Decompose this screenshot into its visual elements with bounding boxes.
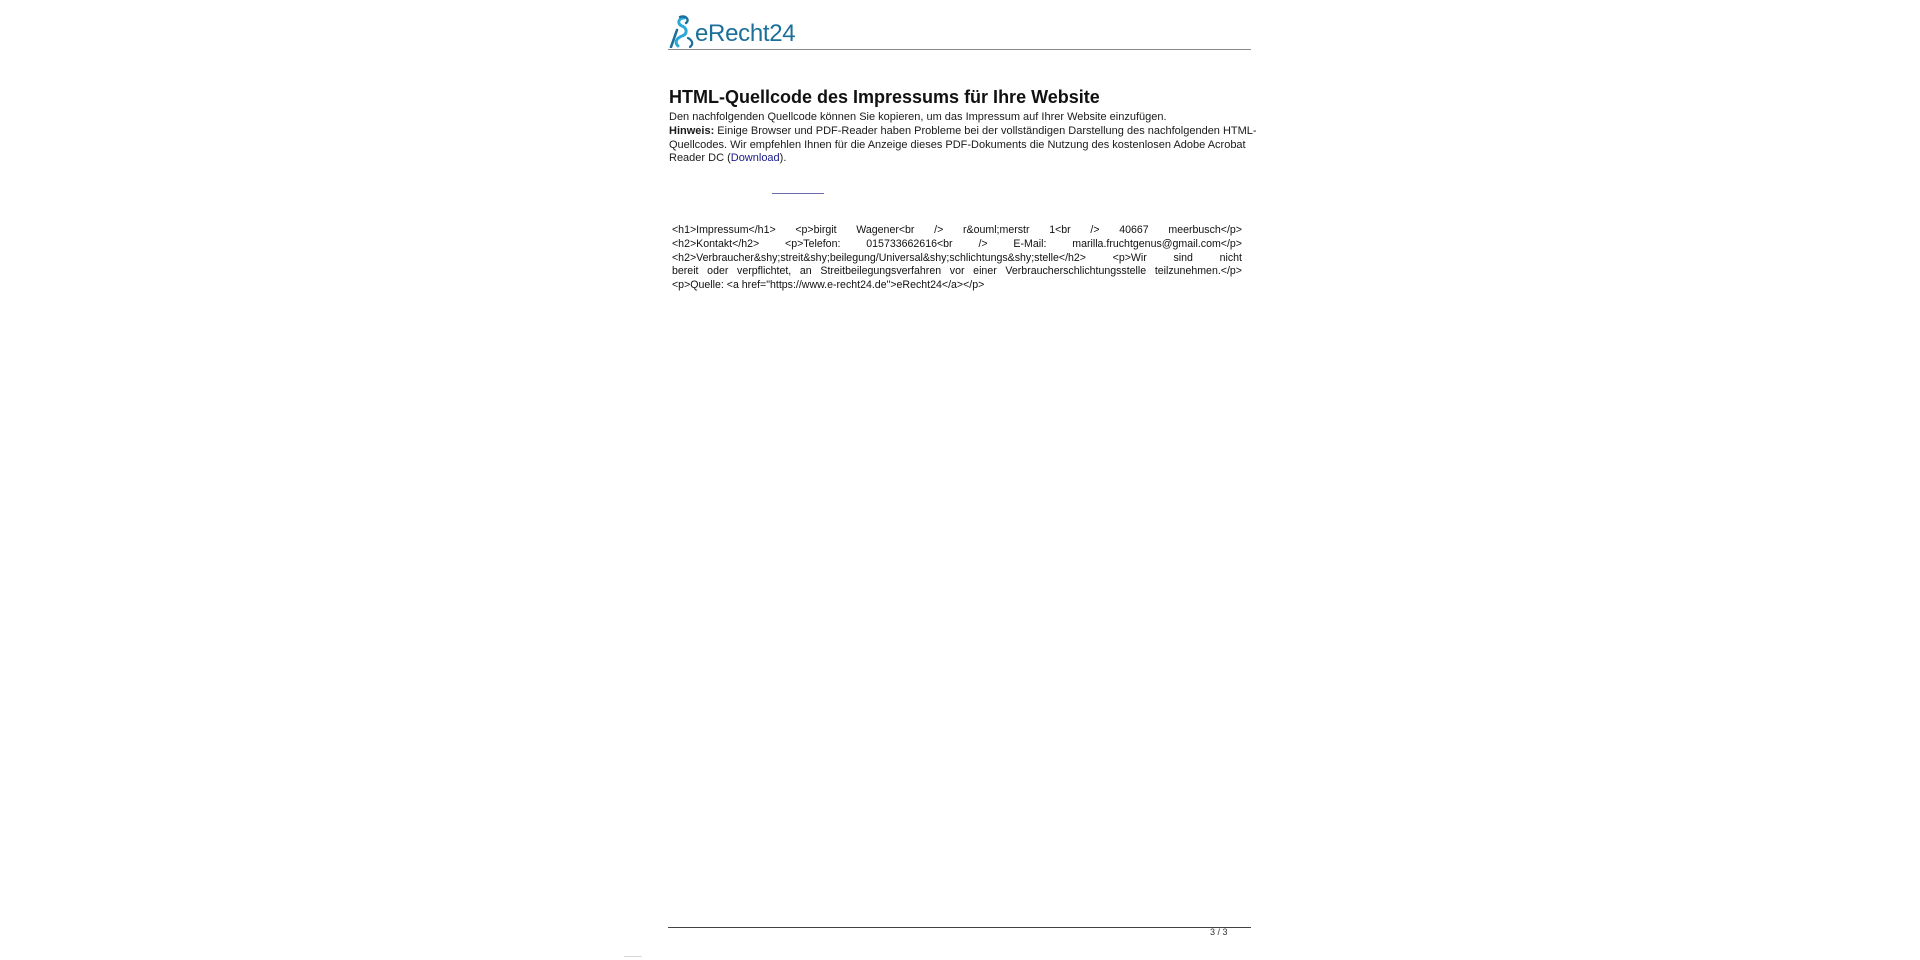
hint-end: ). — [779, 152, 787, 165]
page-edge-mark — [624, 956, 642, 957]
code-line: <h2>Kontakt</h2> <p>Telefon: 015733662616<br /> E-Mail: marilla.fruchtgenus@gmail.com</p> — [672, 237, 1242, 250]
page-title: HTML-Quellcode des Impressums für Ihre Website — [669, 87, 1100, 107]
header-divider — [668, 49, 1251, 50]
page-number: 3 / 3 — [1210, 927, 1228, 937]
logo-text: eRecht24 — [695, 20, 796, 47]
hint-label: Hinweis: — [669, 124, 715, 137]
html-source-code-block — [672, 224, 1242, 293]
link-underline-rule — [772, 193, 824, 194]
download-link[interactable]: Download — [730, 152, 780, 165]
code-line: <h1>Impressum</h1> <p>birgit Wagener<br /> r&ouml;merstr 1<br /> 40667 meerbusch</p> — [672, 224, 1242, 236]
code-line: <p>Quelle: <a href="https://www.e-recht24.de">eRecht24</a></p> — [672, 279, 985, 292]
footer-divider — [668, 927, 1251, 928]
erecht24-logo-icon — [668, 14, 698, 48]
code-line: <h2>Verbraucher&shy;streit&shy;beilegung/Universal&shy;schlichtungs&shy;stelle</h2> <p>Wir sind nicht — [672, 251, 1242, 264]
intro-line: Den nachfolgenden Quellcode können Sie kopieren, um das Impressum auf Ihrer Website einzufügen. — [669, 111, 1167, 123]
hint-text: Einige Browser und PDF-Reader haben Probleme bei der vollständigen Darstellung des nachfolgenden HTML-Quellcodes. Wir empfehlen Ihnen für die Anzeige dieses PDF-Dokuments die Nutzung des kostenlosen Adobe Acrobat Reader DC ( — [669, 124, 1257, 165]
intro-paragraph — [669, 111, 1259, 166]
erecht24-logo — [668, 14, 795, 48]
code-line: bereit oder verpflichtet, an Streitbeilegungsverfahren vor einer Verbraucherschlichtungsstelle teilzunehmen.</p> — [672, 265, 1242, 278]
